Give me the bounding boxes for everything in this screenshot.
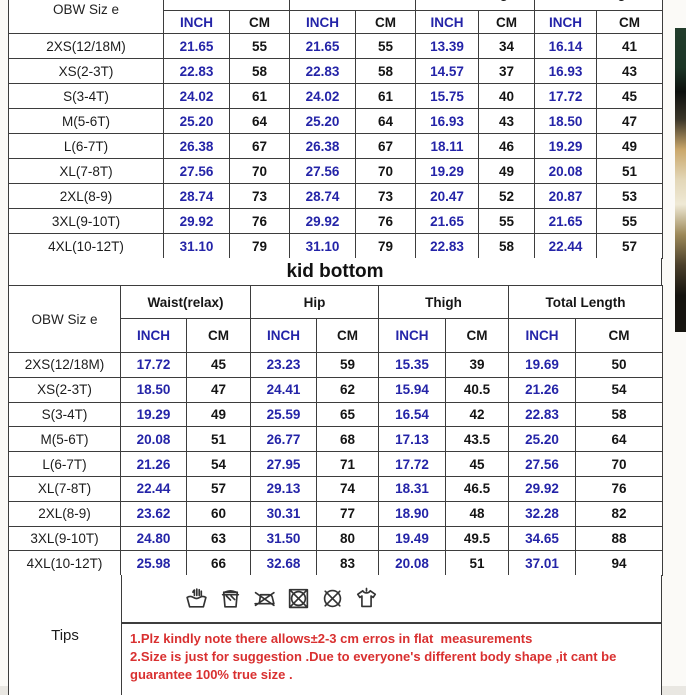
unit-cm-header: CM xyxy=(317,319,379,353)
inch-value: 22.44 xyxy=(121,476,187,501)
inch-value: 23.23 xyxy=(251,353,317,378)
care-icons-row xyxy=(122,575,661,624)
inch-value: 21.26 xyxy=(509,377,576,402)
cm-value: 73 xyxy=(356,184,416,209)
unit-inch-header: INCH xyxy=(535,11,597,34)
table-row xyxy=(9,551,663,576)
cm-value: 57 xyxy=(597,234,663,259)
inch-value: 27.56 xyxy=(290,159,356,184)
cm-value: 94 xyxy=(576,551,663,576)
cm-value: 59 xyxy=(317,353,379,378)
inch-value: 20.08 xyxy=(121,427,187,452)
inch-value: 15.35 xyxy=(379,353,446,378)
unit-cm-header: CM xyxy=(576,319,663,353)
inch-value: 23.62 xyxy=(121,501,187,526)
chest-group-header xyxy=(164,0,290,11)
inch-value: 19.29 xyxy=(121,402,187,427)
cm-value: 64 xyxy=(230,109,290,134)
inch-value: 27.56 xyxy=(164,159,230,184)
inch-value: 22.83 xyxy=(416,234,479,259)
tips-label: Tips xyxy=(9,575,122,695)
size-label: 4XL(10-12T) xyxy=(9,234,164,259)
inch-value: 31.10 xyxy=(290,234,356,259)
inch-value: 24.80 xyxy=(121,526,187,551)
cm-value: 54 xyxy=(576,377,663,402)
cm-value: 55 xyxy=(597,209,663,234)
tip-line-1: 1.Plz kindly note there allows±2-3 cm erros in flat measurements xyxy=(130,631,533,646)
cm-value: 55 xyxy=(479,209,535,234)
tip-line-3: guarantee 100% true size . xyxy=(130,666,293,682)
inch-value: 37.01 xyxy=(509,551,576,576)
cm-value: 58 xyxy=(356,59,416,84)
product-photo-edge xyxy=(675,28,686,332)
inch-value: 18.31 xyxy=(379,476,446,501)
cm-value: 76 xyxy=(576,476,663,501)
inch-value: 18.50 xyxy=(121,377,187,402)
cm-value: 46 xyxy=(479,134,535,159)
inch-value: 25.98 xyxy=(121,551,187,576)
unit-cm-header: CM xyxy=(446,319,509,353)
inch-value: 16.14 xyxy=(535,34,597,59)
cm-value: 70 xyxy=(230,159,290,184)
cm-value: 39 xyxy=(446,353,509,378)
cm-value: 67 xyxy=(230,134,290,159)
size-label: 3XL(9-10T) xyxy=(9,526,121,551)
cm-value: 43 xyxy=(597,59,663,84)
cm-value: 43.5 xyxy=(446,427,509,452)
cm-value: 65 xyxy=(317,402,379,427)
inch-value: 15.75 xyxy=(416,84,479,109)
cm-value: 43 xyxy=(479,109,535,134)
cm-value: 41 xyxy=(597,34,663,59)
size-label: XS(2-3T) xyxy=(9,59,164,84)
inch-value: 20.47 xyxy=(416,184,479,209)
size-label: 2XS(12/18M) xyxy=(9,34,164,59)
kid-bottom-size-table xyxy=(8,285,663,576)
cm-value: 79 xyxy=(356,234,416,259)
table-row xyxy=(9,377,663,402)
inch-value: 21.65 xyxy=(535,209,597,234)
unit-cm-header: CM xyxy=(597,11,663,34)
table-row xyxy=(9,59,663,84)
inch-value: 20.08 xyxy=(535,159,597,184)
cm-value: 74 xyxy=(317,476,379,501)
cm-value: 82 xyxy=(576,501,663,526)
inch-value: 16.93 xyxy=(535,59,597,84)
table-row xyxy=(9,402,663,427)
cm-value: 57 xyxy=(187,476,251,501)
cm-value: 73 xyxy=(230,184,290,209)
size-label: 2XL(8-9) xyxy=(9,501,121,526)
cm-value: 46.5 xyxy=(446,476,509,501)
table-row xyxy=(9,501,663,526)
group-header-row xyxy=(9,286,663,319)
cm-value: 67 xyxy=(356,134,416,159)
size-label: XS(2-3T) xyxy=(9,377,121,402)
size-label: L(6-7T) xyxy=(9,452,121,477)
cm-value: 47 xyxy=(187,377,251,402)
cm-value: 61 xyxy=(356,84,416,109)
inch-value: 15.94 xyxy=(379,377,446,402)
size-label: M(5-6T) xyxy=(9,109,164,134)
cm-value: 45 xyxy=(187,353,251,378)
cm-value: 55 xyxy=(356,34,416,59)
do-not-bleach-icon xyxy=(218,586,243,611)
inch-value: 34.65 xyxy=(509,526,576,551)
kid-bottom-title: kid bottom xyxy=(8,258,662,285)
inch-value: 25.20 xyxy=(509,427,576,452)
cm-value: 77 xyxy=(317,501,379,526)
table-row xyxy=(9,427,663,452)
inch-value: 14.57 xyxy=(416,59,479,84)
inch-value: 29.92 xyxy=(290,209,356,234)
group-header-row xyxy=(9,0,663,11)
inch-value: 25.59 xyxy=(251,402,317,427)
inch-value: 22.44 xyxy=(535,234,597,259)
total-length-group-header: Total Length xyxy=(509,286,663,319)
cm-value: 58 xyxy=(576,402,663,427)
inch-value: 31.50 xyxy=(251,526,317,551)
cm-value: 53 xyxy=(597,184,663,209)
inch-value: 25.20 xyxy=(164,109,230,134)
table-row xyxy=(9,526,663,551)
cm-value: 60 xyxy=(187,501,251,526)
cm-value: 49.5 xyxy=(446,526,509,551)
inch-value: 17.72 xyxy=(535,84,597,109)
unit-inch-header: INCH xyxy=(164,11,230,34)
inch-value: 22.83 xyxy=(290,59,356,84)
cm-value: 64 xyxy=(356,109,416,134)
cm-value: 42 xyxy=(446,402,509,427)
size-column-header: OBW Siz e xyxy=(9,286,121,353)
inch-value: 19.49 xyxy=(379,526,446,551)
inch-value: 27.95 xyxy=(251,452,317,477)
inch-value: 21.65 xyxy=(416,209,479,234)
inch-value: 22.83 xyxy=(509,402,576,427)
inch-value: 21.65 xyxy=(290,34,356,59)
inch-value: 31.10 xyxy=(164,234,230,259)
size-label: M(5-6T) xyxy=(9,427,121,452)
size-label: XL(7-8T) xyxy=(9,159,164,184)
cm-value: 50 xyxy=(576,353,663,378)
cm-value: 40 xyxy=(479,84,535,109)
table-row xyxy=(9,84,663,109)
cm-value: 49 xyxy=(597,134,663,159)
cm-value: 63 xyxy=(187,526,251,551)
cm-value: 55 xyxy=(230,34,290,59)
cm-value: 40.5 xyxy=(446,377,509,402)
size-label: 3XL(9-10T) xyxy=(9,209,164,234)
cm-value: 49 xyxy=(479,159,535,184)
inch-value: 32.68 xyxy=(251,551,317,576)
inch-value: 28.74 xyxy=(290,184,356,209)
inch-value: 19.69 xyxy=(509,353,576,378)
inch-value: 28.74 xyxy=(164,184,230,209)
cm-value: 51 xyxy=(446,551,509,576)
cm-value: 37 xyxy=(479,59,535,84)
cm-value: 51 xyxy=(187,427,251,452)
unit-inch-header: INCH xyxy=(290,11,356,34)
size-label: S(3-4T) xyxy=(9,402,121,427)
inch-value: 29.92 xyxy=(164,209,230,234)
unit-inch-header: INCH xyxy=(121,319,187,353)
cm-value: 61 xyxy=(230,84,290,109)
cm-value: 83 xyxy=(317,551,379,576)
unit-cm-header: CM xyxy=(479,11,535,34)
cm-value: 66 xyxy=(187,551,251,576)
unit-cm-header: CM xyxy=(230,11,290,34)
inch-value: 29.92 xyxy=(509,476,576,501)
size-label: S(3-4T) xyxy=(9,84,164,109)
inch-value: 26.38 xyxy=(290,134,356,159)
total-length-group-header xyxy=(535,0,663,11)
table-row xyxy=(9,353,663,378)
tip-line-2: 2.Size is just for suggestion .Due to everyone's different body shape ,it cant be xyxy=(130,648,617,664)
cm-value: 48 xyxy=(446,501,509,526)
table-row xyxy=(9,452,663,477)
inch-value: 19.29 xyxy=(535,134,597,159)
inch-value: 18.50 xyxy=(535,109,597,134)
table-row xyxy=(9,184,663,209)
do-not-tumble-dry-icon xyxy=(286,586,311,611)
inch-value: 18.11 xyxy=(416,134,479,159)
cm-value: 70 xyxy=(356,159,416,184)
cm-value: 80 xyxy=(317,526,379,551)
table-row xyxy=(9,134,663,159)
inch-value: 25.20 xyxy=(290,109,356,134)
size-label: 4XL(10-12T) xyxy=(9,551,121,576)
size-label: 2XS(12/18M) xyxy=(9,353,121,378)
size-label: L(6-7T) xyxy=(9,134,164,159)
inch-value: 16.54 xyxy=(379,402,446,427)
inch-value: 32.28 xyxy=(509,501,576,526)
cm-value: 47 xyxy=(597,109,663,134)
kid-top-size-table xyxy=(8,0,663,259)
cm-value: 70 xyxy=(576,452,663,477)
table-row xyxy=(9,209,663,234)
thigh-group-header: Thigh xyxy=(379,286,509,319)
cm-value: 52 xyxy=(479,184,535,209)
unit-inch-header: INCH xyxy=(416,11,479,34)
drip-dry-icon xyxy=(354,586,379,611)
tips-text xyxy=(122,624,661,684)
table-row xyxy=(9,109,663,134)
cm-value: 49 xyxy=(187,402,251,427)
hip-group-header: Hip xyxy=(251,286,379,319)
waist-group-header xyxy=(290,0,416,11)
cm-value: 45 xyxy=(446,452,509,477)
tips-section xyxy=(8,575,662,695)
do-not-iron-icon xyxy=(252,586,277,611)
unit-inch-header: INCH xyxy=(379,319,446,353)
do-not-dry-clean-icon xyxy=(320,586,345,611)
inch-value: 21.65 xyxy=(164,34,230,59)
inch-value: 16.93 xyxy=(416,109,479,134)
table-row xyxy=(9,34,663,59)
cm-value: 68 xyxy=(317,427,379,452)
unit-cm-header: CM xyxy=(356,11,416,34)
table-row xyxy=(9,159,663,184)
cm-value: 71 xyxy=(317,452,379,477)
hand-wash-icon xyxy=(184,586,209,611)
cm-value: 54 xyxy=(187,452,251,477)
size-label: XL(7-8T) xyxy=(9,476,121,501)
cm-value: 45 xyxy=(597,84,663,109)
unit-inch-header: INCH xyxy=(509,319,576,353)
inch-value: 21.26 xyxy=(121,452,187,477)
inch-value: 27.56 xyxy=(509,452,576,477)
cm-value: 76 xyxy=(356,209,416,234)
cm-value: 88 xyxy=(576,526,663,551)
inch-value: 24.02 xyxy=(290,84,356,109)
inch-value: 18.90 xyxy=(379,501,446,526)
inch-value: 22.83 xyxy=(164,59,230,84)
cm-value: 58 xyxy=(230,59,290,84)
unit-inch-header: INCH xyxy=(251,319,317,353)
table-row xyxy=(9,476,663,501)
inch-value: 17.72 xyxy=(121,353,187,378)
waist-relax-group-header: Waist(relax) xyxy=(121,286,251,319)
inch-value: 17.72 xyxy=(379,452,446,477)
inch-value: 17.13 xyxy=(379,427,446,452)
sleeve-length-group-header xyxy=(416,0,535,11)
inch-value: 20.08 xyxy=(379,551,446,576)
inch-value: 26.38 xyxy=(164,134,230,159)
cm-value: 34 xyxy=(479,34,535,59)
inch-value: 29.13 xyxy=(251,476,317,501)
inch-value: 24.41 xyxy=(251,377,317,402)
unit-cm-header: CM xyxy=(187,319,251,353)
size-label: 2XL(8-9) xyxy=(9,184,164,209)
inch-value: 24.02 xyxy=(164,84,230,109)
table-row xyxy=(9,234,663,259)
cm-value: 62 xyxy=(317,377,379,402)
inch-value: 26.77 xyxy=(251,427,317,452)
tips-content xyxy=(122,575,661,695)
cm-value: 79 xyxy=(230,234,290,259)
inch-value: 19.29 xyxy=(416,159,479,184)
size-column-header: OBW Siz e xyxy=(9,0,164,34)
cm-value: 76 xyxy=(230,209,290,234)
inch-value: 30.31 xyxy=(251,501,317,526)
inch-value: 13.39 xyxy=(416,34,479,59)
cm-value: 58 xyxy=(479,234,535,259)
cm-value: 51 xyxy=(597,159,663,184)
cm-value: 64 xyxy=(576,427,663,452)
inch-value: 20.87 xyxy=(535,184,597,209)
